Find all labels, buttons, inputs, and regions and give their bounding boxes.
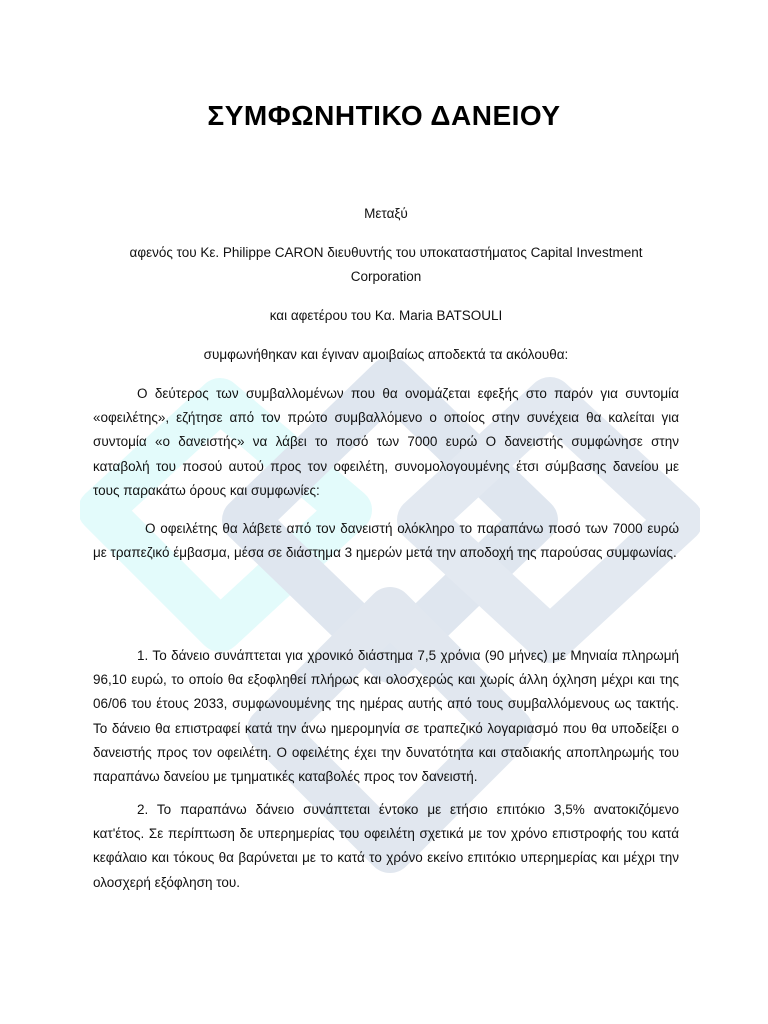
paragraph-terms-intro: Ο δεύτερος των συμβαλλομένων που θα ονομάζεται εφεξής στο παρόν για συντομία «οφειλέτης», εζήτησε από τον πρώτο συμβαλλόμενο ο οποίος στην συνέχεια θα καλείται για συντομία «ο δανειστής» να λάβει το ποσό των 7000 ευρώ Ο δανειστής συμφώνησε στην καταβολή του ποσού αυτού προς τον οφειλέτη, συνομολογουμένης έτσι σύμβασης δανείου με τους παρακάτω όρους και συμφωνίες: (93, 386, 679, 498)
paragraph-transfer: Ο οφειλέτης θα λάβετε από τον δανειστή ολόκληρο το παραπάνω ποσό των 7000 ευρώ με τραπεζικό έμβασμα, μέσα σε διάστημα 3 ημερών μετά την αποδοχή της παρούσας συμφωνίας. (93, 521, 679, 561)
agreement-intro: συμφωνήθηκαν και έγιναν αμοιβαίως αποδεκτά τα ακόλουθα: (203, 347, 569, 362)
clause-2: 2. Το παραπάνω δάνειο συνάπτεται έντοκο με ετήσιο επιτόκιο 3,5% ανατοκιζόμενο κατ'έτος. Σε περίπτωση δε υπερημερίας του οφειλέτη σχετικά με τον χρόνο επιστροφής του κατά κεφάλαιο και τόκους θα βαρύνεται με το κατά το χρόνο εκείνο επιτόκιο υπερημερίας και μέχρι την ολοσχερή εξόφληση του. (93, 802, 679, 890)
party-two: και αφετέρου του Κα. Maria BATSOULI (269, 308, 503, 323)
between-label: Μεταξύ (364, 206, 408, 221)
party-one: αφενός του Κε. Philippe CARON διευθυντής του υποκαταστήματος Capital Investment Corporation (129, 245, 643, 284)
clause-1: 1. Το δάνειο συνάπτεται για χρονικό διάστημα 7,5 χρόνια (90 μήνες) με Μηνιαία πληρωμή 96,10 ευρώ, το οποίο θα εξοφληθεί πλήρως και ολοσχερώς και χωρίς άλλη όχληση μέχρι και της 06/06 του έτους 2033, συμφωνουμένης της ημέρας αυτής από τους συμβαλλόμενους ως τακτής. Το δάνειο θα επιστραφεί κατά την άνω ημερομηνία σε τραπεζικό λογαριασμό που θα υποδείξει ο δανειστής προς τον οφειλέτη. Ο οφειλέτης έχει την δυνατότητα και σταδιακής αποπληρωμής του παραπάνω δανείου με τμηματικές καταβολές προς τον δανειστή. (93, 648, 679, 785)
document-title: ΣΥΜΦΩΝΗΤΙΚΟ ΔΑΝΕΙΟΥ (207, 100, 561, 131)
